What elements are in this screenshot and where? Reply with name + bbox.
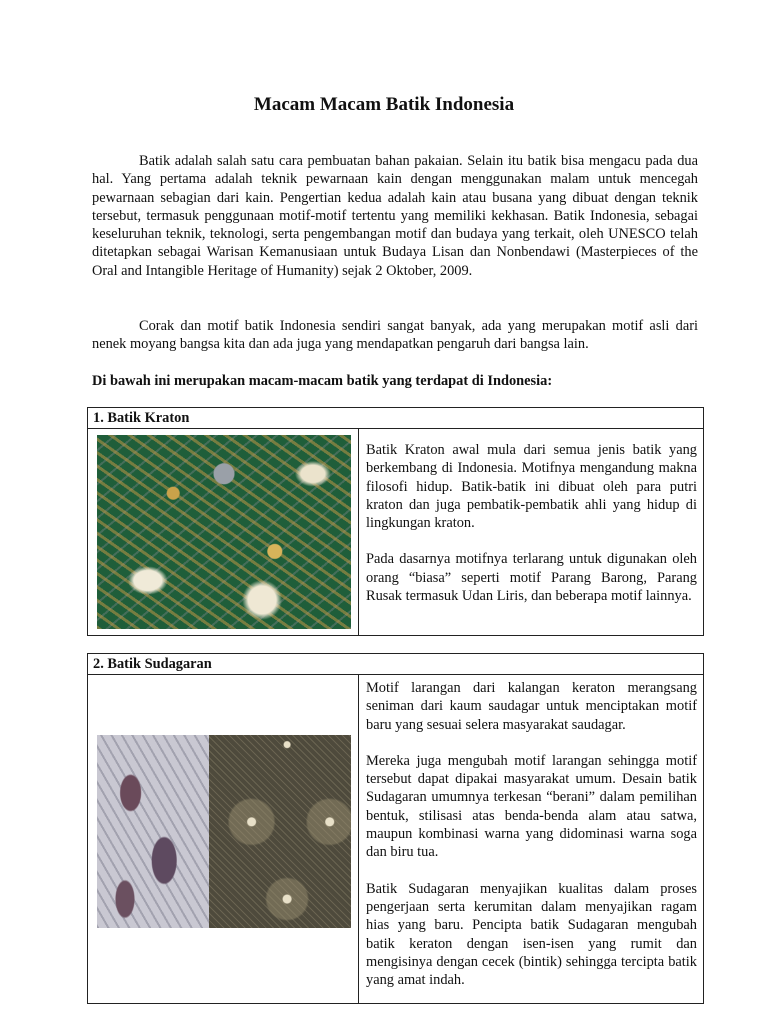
batik-kraton-heading: 1. Batik Kraton [88,408,703,429]
description-paragraph: Motif larangan dari kalangan keraton merangsang seniman dari kaum saudagar untuk menciptakan motif baru yang sesuai selera masyarakat saudagar. [366,680,697,733]
batik-kraton-table [87,407,704,636]
batik-sudagaran-image [97,735,351,928]
batik-kraton-description [366,441,697,623]
second-paragraph [92,317,698,354]
intro-paragraph-text: Batik adalah salah satu cara pembuatan bahan pakaian. Selain itu batik bisa mengacu pada dua hal. Yang pertama adalah teknik pewarnaan kain dengan menggunakan malam untuk mencegah pewarnaan sebagian dari kain. Pengertian kedua adalah kain atau busana yang dibuat dengan teknik tersebut, termasuk penggunaan motif-motif tertentu yang memiliki kekhasan. Batik Indonesia, sebagai keseluruhan teknik, teknologi, serta pengembangan motif dan budaya yang terkait, oleh UNESCO telah ditetapkan sebagai Warisan Kemanusiaan untuk Budaya Lisan dan Nonbendawi (Masterpieces of the Oral and Intangible Heritage of Humanity) sejak 2 Oktober, 2009. [92,153,698,279]
column-divider [358,675,359,1004]
description-paragraph: Batik Kraton awal mula dari semua jenis batik yang berkembang di Indonesia. Motifnya mengandung makna filosofi hidup. Batik-batik ini dibuat oleh para putri kraton dan juga pembatik-pembatik ahli yang hidup di lingkungan kraton. [366,442,697,532]
second-paragraph-text: Corak dan motif batik Indonesia sendiri sangat banyak, ada yang merupakan motif asli dari nenek moyang bangsa kita dan ada juga yang mendapatkan pengaruh dari bangsa lain. [92,318,698,353]
description-paragraph: Mereka juga mengubah motif larangan sehingga motif tersebut dapat dipakai masyarakat umum. Desain batik Sudagaran umumnya terkesan “berani” dalam pemilihan bentuk, stilisasi atas benda-benda alam atau satwa, maupun kombinasi warna yang didominasi warna soga dan biru tua. [366,752,697,861]
description-paragraph: Batik Sudagaran menyajikan kualitas dalam proses pengerjaan serta kerumitan dalam menyajikan ragam hias yang baru. Pencipta batik Sudagaran mengubah batik keraton dengan isen-isen yang rumit dan mengisinya dengan cecek (bintik) sehingga tercipta batik yang amat indah. [366,880,697,989]
page-title: Macam Macam Batik Indonesia [253,94,515,115]
description-paragraph: Pada dasarnya motifnya terlarang untuk digunakan oleh orang “biasa” seperti motif Parang Barong, Parang Rusak termasuk Udan Liris, dan beberapa motif lainnya. [366,551,697,605]
column-divider [358,429,359,636]
intro-paragraph [92,152,698,280]
batik-kraton-image [97,435,351,629]
batik-sudagaran-description [366,679,697,1007]
section-lead-heading: Di bawah ini merupakan macam-macam batik yang terdapat di Indonesia: [92,373,553,389]
batik-sudagaran-table [87,653,704,1004]
batik-sudagaran-heading: 2. Batik Sudagaran [88,654,703,675]
